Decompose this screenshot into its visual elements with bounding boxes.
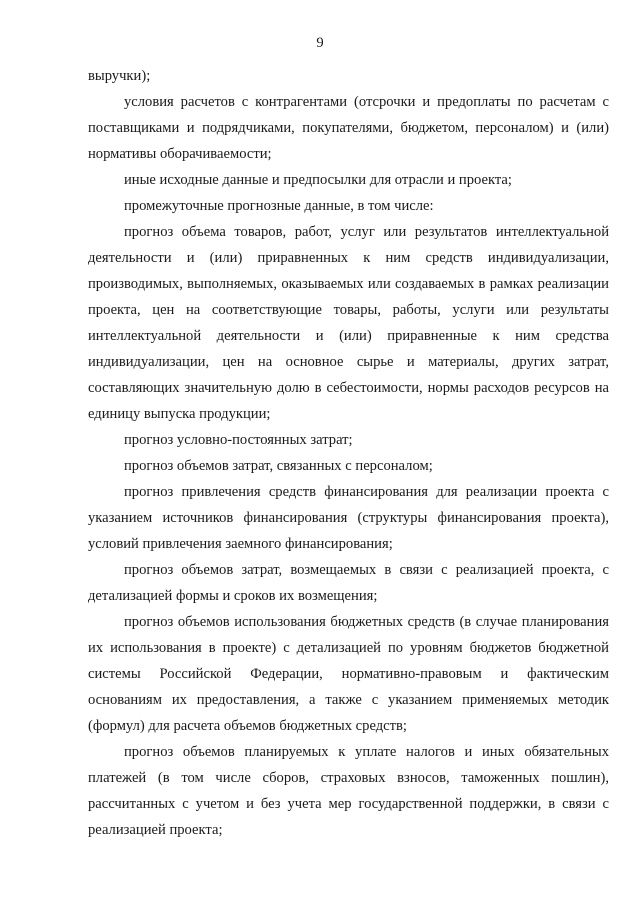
paragraph: иные исходные данные и предпосылки для отрасли и проекта; <box>124 172 512 188</box>
paragraph: условия расчетов с контрагентами (отсрочки и предоплаты по расчетам с поставщиками и подрядчиками, покупателями, бюджетом, персоналом) и (или) нормативы оборачиваемости; <box>88 94 609 162</box>
paragraph: прогноз объемов планируемых к уплате налогов и иных обязательных платежей (в том числе сборов, страховых взносов, таможенных пошлин), рассчитанных с учетом и без учета мер государственной поддержки, в связи с реализацией проекта; <box>88 744 609 838</box>
paragraph: прогноз объема товаров, работ, услуг или результатов интеллектуальной деятельности и (или) приравненных к ним средств индивидуализации, производимых, выполняемых, оказываемых или создаваемых в рамках реализации проекта, цен на соответствующие товары, работы, услуги или результаты интеллектуальной деятельности и (или) приравненные к ним средства индивидуализации, цен на основное сырье и материалы, других затрат, составляющих значительную долю в себестоимости, нормы расходов ресурсов на единицу выпуска продукции; <box>88 224 609 422</box>
paragraph: прогноз объемов использования бюджетных средств (в случае планирования их использования в проекте) с детализацией по уровням бюджетов бюджетной системы Российской Федерации, нормативно-правовым и фактическим основаниям их предоставления, а также с указанием применяемых методик (формул) для расчета объемов бюджетных средств; <box>88 614 609 734</box>
document-body <box>88 63 609 843</box>
page-number: 9 <box>316 35 324 51</box>
paragraph: прогноз условно-постоянных затрат; <box>124 432 353 448</box>
paragraph: прогноз привлечения средств финансирования для реализации проекта с указанием источников финансирования (структуры финансирования проекта), условий привлечения заемного финансирования; <box>88 484 609 552</box>
paragraph: прогноз объемов затрат, связанных с персоналом; <box>124 458 433 474</box>
paragraph: прогноз объемов затрат, возмещаемых в связи с реализацией проекта, с детализацией формы и сроков их возмещения; <box>88 562 609 604</box>
paragraph: промежуточные прогнозные данные, в том числе: <box>124 198 434 214</box>
paragraph-continuation: выручки); <box>88 68 151 84</box>
